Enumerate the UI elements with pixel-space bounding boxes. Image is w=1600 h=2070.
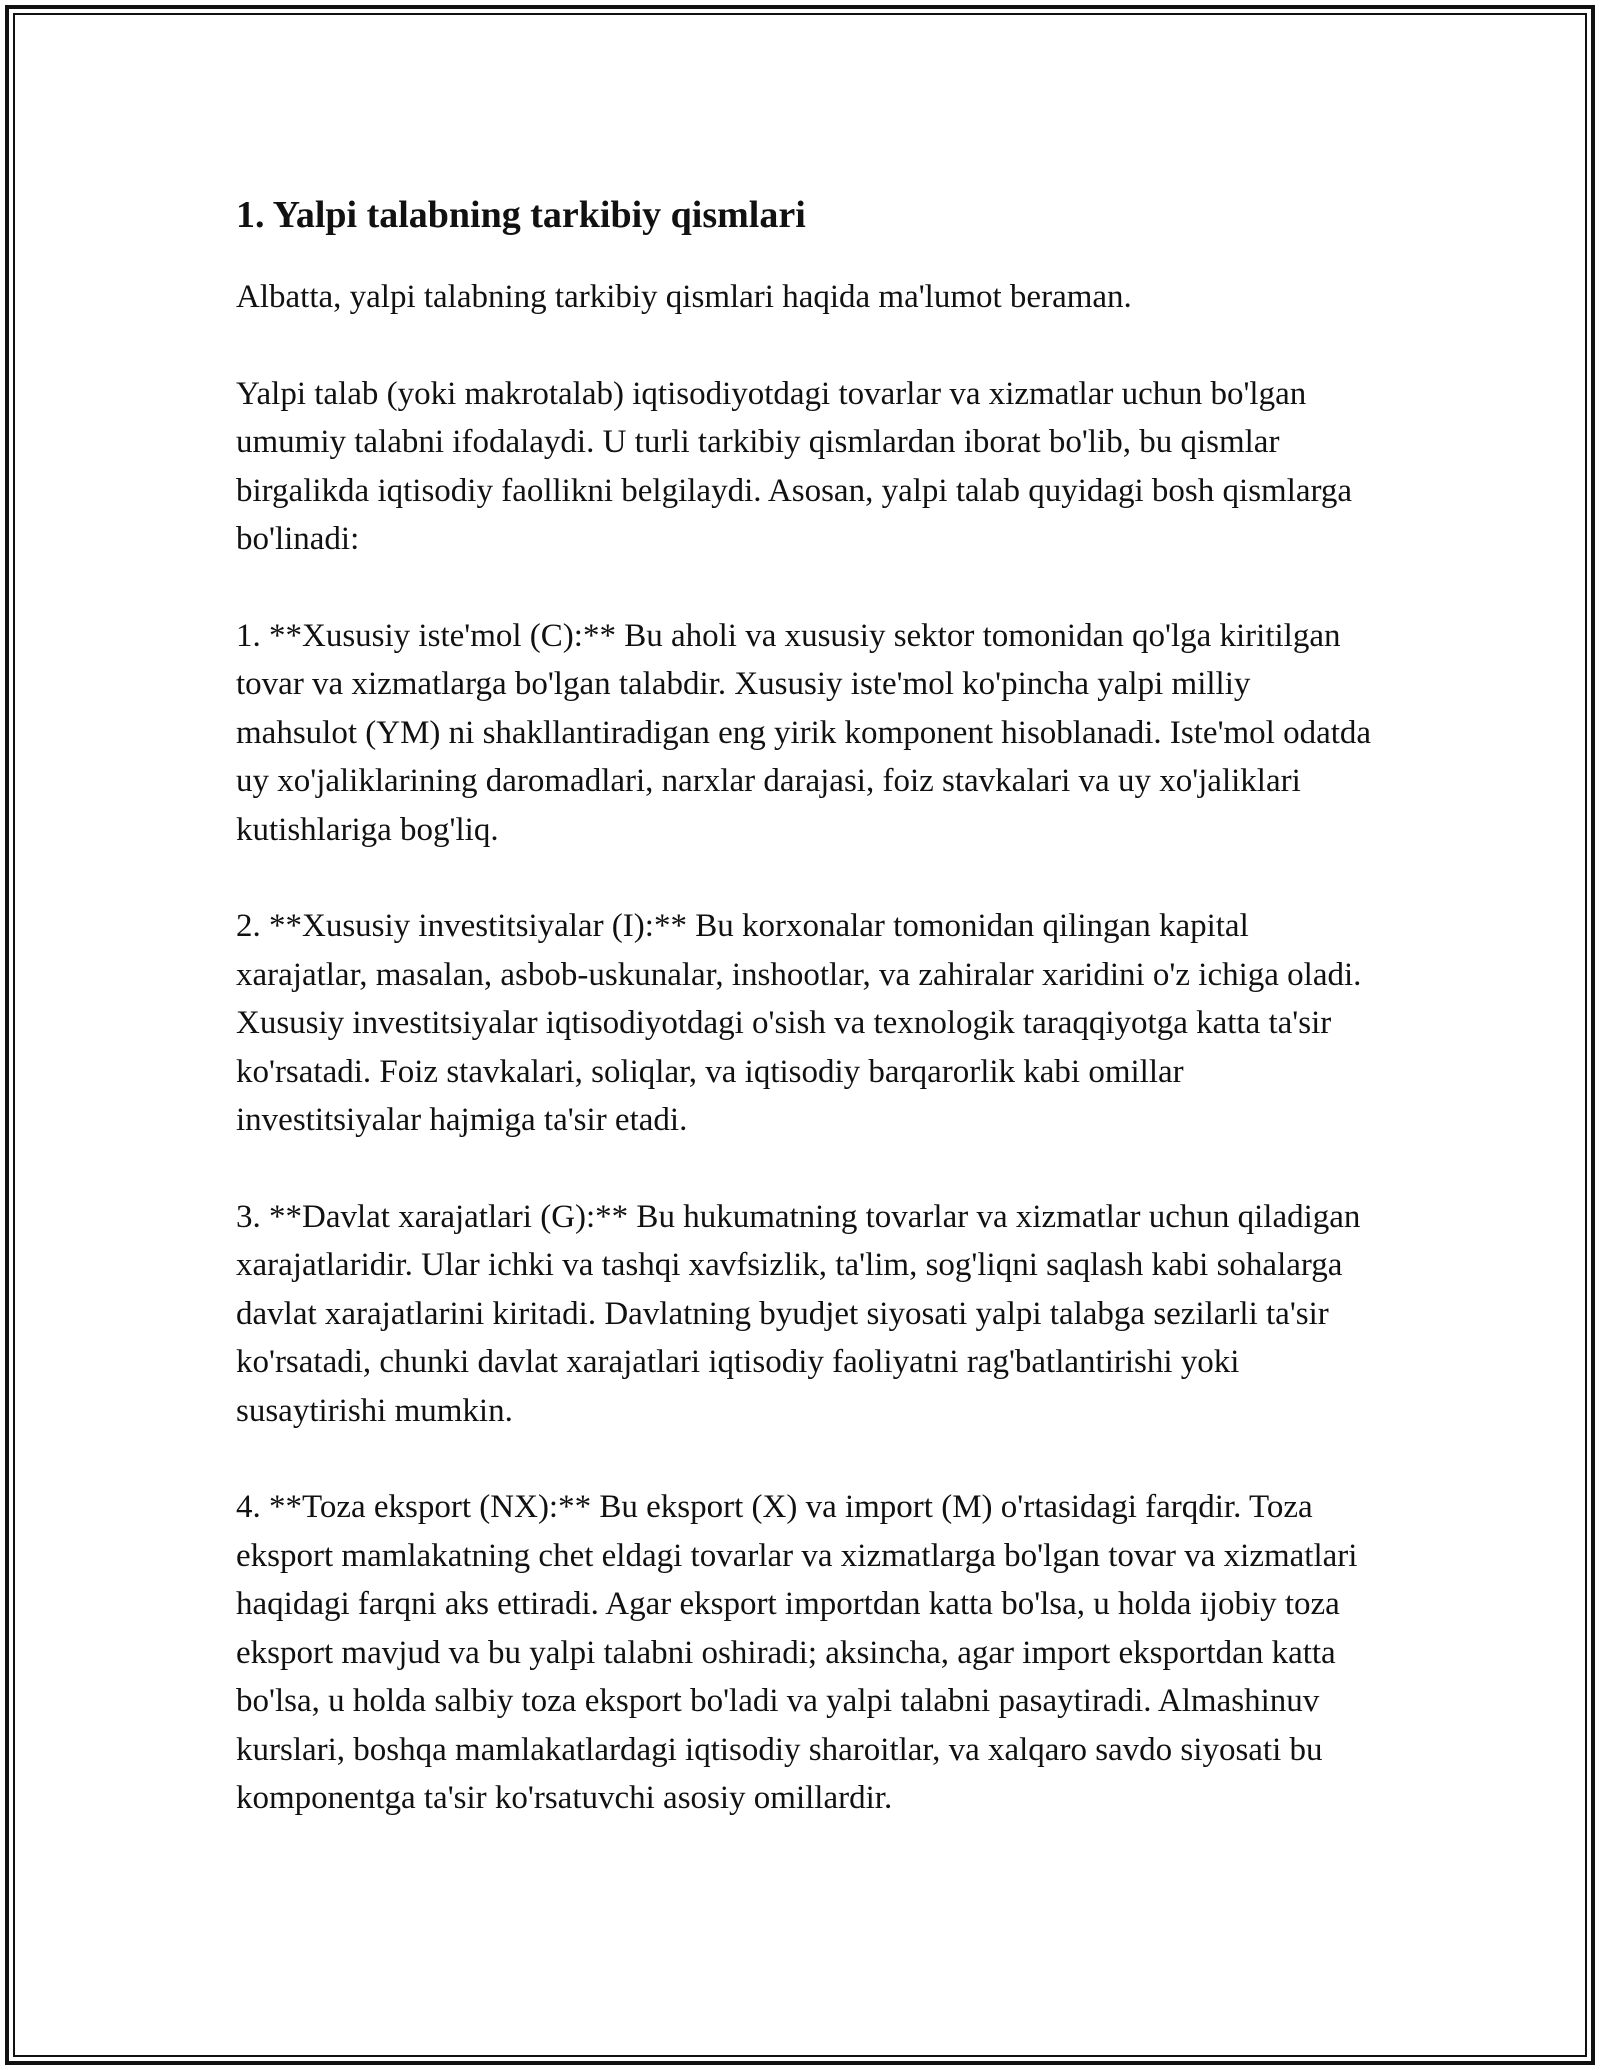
- investment-paragraph: 2. **Xususiy investitsiyalar (I):** Bu korxonalar tomonidan qilingan kapital xarajatlar, masalan, asbob-uskunalar, inshootlar, va zahiralar xaridini o'z ichiga oladi. Xususiy investitsiyalar iqtisodiyotdagi o'sish va texnologik taraqqiyotga katta ta'sir ko'rsatadi. Foiz stavkalari, soliqlar, va iqtisodiy barqarorlik kabi omillar investitsiyalar hajmiga ta'sir etadi.: [236, 908, 1362, 1138]
- document-title: 1. Yalpi talabning tarkibiy qismlari: [236, 194, 806, 236]
- definition-paragraph: Yalpi talab (yoki makrotalab) iqtisodiyotdagi tovarlar va xizmatlar uchun bo'lgan umumiy talabni ifodalaydi. U turli tarkibiy qismlardan iborat bo'lib, bu qismlar birgalikda iqtisodiy faollikni belgilaydi. Asosan, yalpi talab quyidagi bosh qismlarga bo'linadi:: [236, 375, 1353, 557]
- intro-paragraph: Albatta, yalpi talabning tarkibiy qismlari haqida ma'lumot beraman.: [236, 279, 1132, 315]
- government-spending-paragraph: 3. **Davlat xarajatlari (G):** Bu hukumatning tovarlar va xizmatlar uchun qiladigan xarajatlaridir. Ular ichki va tashqi xavfsizlik, ta'lim, sog'liqni saqlash kabi sohalarga davlat xarajatlarini kiritadi. Davlatning byudjet siyosati yalpi talabga sezilarli ta'sir ko'rsatadi, chunki davlat xarajatlari iqtisodiy faoliyatni rag'batlantirishi yoki susaytirishi mumkin.: [236, 1198, 1361, 1429]
- net-exports-paragraph: 4. **Toza eksport (NX):** Bu eksport (X) va import (M) o'rtasidagi farqdir. Toza eksport mamlakatning chet eldagi tovarlar va xizmatlarga bo'lgan tovar va xizmatlari haqidagi farqni aks ettiradi. Agar eksport importdan katta bo'lsa, u holda ijobiy toza eksport mavjud va bu yalpi talabni oshiradi; aksincha, agar import eksportdan katta bo'lsa, u holda salbiy toza eksport bo'ladi va yalpi talabni pasaytiradi. Almashinuv kurslari, boshqa mamlakatlardagi iqtisodiy sharoitlar, va xalqaro savdo siyosati bu komponentga ta'sir ko'rsatuvchi asosiy omillardir.: [236, 1489, 1358, 1816]
- consumption-paragraph: 1. **Xususiy iste'mol (C):** Bu aholi va xususiy sektor tomonidan qo'lga kiritilgan tovar va xizmatlarga bo'lgan talabdir. Xususiy iste'mol ko'pincha yalpi milliy mahsulot (YM) ni shakllantiradigan eng yirik komponent hisoblanadi. Iste'mol odatda uy xo'jaliklarining daromadlari, narxlar darajasi, foiz stavkalari va uy xo'jaliklari kutishlariga bog'liq.: [236, 617, 1372, 848]
- document-body: [236, 185, 1376, 1871]
